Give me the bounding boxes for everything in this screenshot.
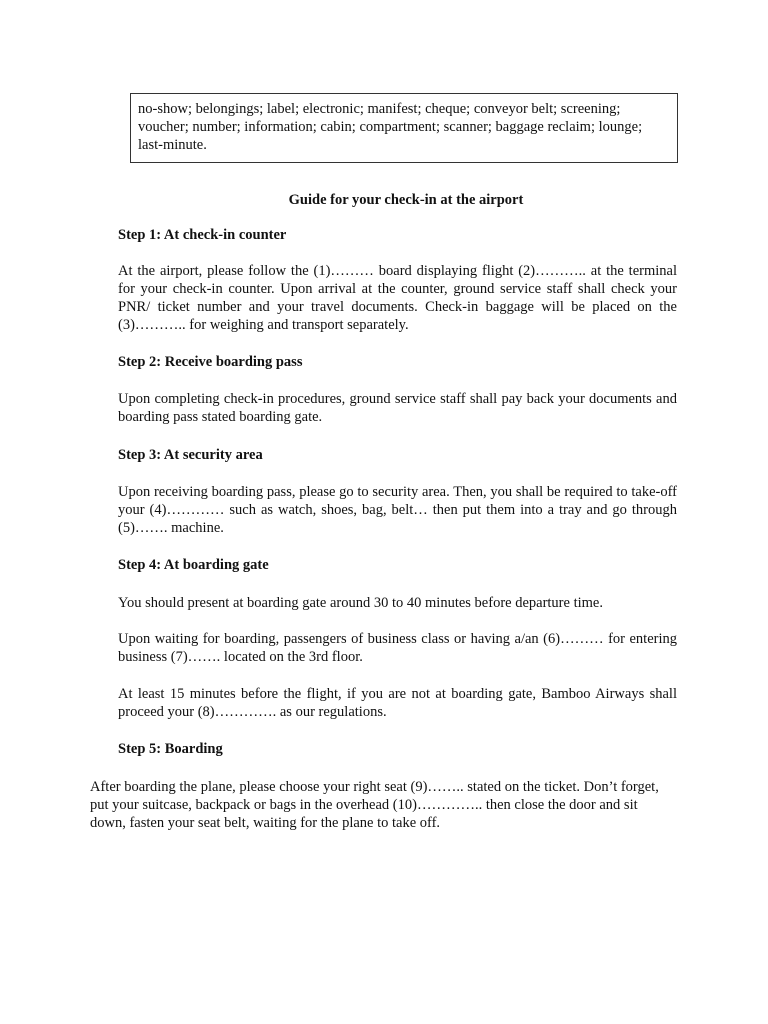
word-bank-box xyxy=(130,93,678,163)
guide-title: Guide for your check-in at the airport xyxy=(288,192,524,208)
step-4-paragraph-2: Upon waiting for boarding, passengers of business class or having a/an (6)……… for entering business (7)……. located on the 3rd floor. xyxy=(118,631,677,665)
step-5-heading: Step 5: Boarding xyxy=(118,741,223,757)
step-3-heading: Step 3: At security area xyxy=(118,447,263,463)
step-3-paragraph: Upon receiving boarding pass, please go to security area. Then, you shall be required to take-off your (4)………… such as watch, shoes, bag, belt… then put them into a tray and go through (5)……. machine. xyxy=(118,484,677,536)
step-4-heading: Step 4: At boarding gate xyxy=(118,557,269,573)
step-1-paragraph: At the airport, please follow the (1)……… board displaying flight (2)……….. at the terminal for your check-in counter. Upon arrival at the counter, ground service staff shall check your PNR/ ticket number and your travel documents. Check-in baggage will be placed on the (3)……….. for weighing and transport separately. xyxy=(118,263,677,333)
step-2-heading: Step 2: Receive boarding pass xyxy=(118,354,303,370)
step-4-paragraph-3: At least 15 minutes before the flight, if you are not at boarding gate, Bamboo Airways shall proceed your (8)…………. as our regulations. xyxy=(118,686,677,720)
step-4-paragraph-1: You should present at boarding gate around 30 to 40 minutes before departure time. xyxy=(118,595,603,611)
step-5-paragraph: After boarding the plane, please choose your right seat (9)…….. stated on the ticket. Don’t forget, put your suitcase, backpack or bags in the overhead (10)………….. then close the door and sit down, fasten your seat belt, waiting for the plane to take off. xyxy=(90,779,659,831)
step-2-paragraph: Upon completing check-in procedures, ground service staff shall pay back your documents and boarding pass stated boarding gate. xyxy=(118,391,677,425)
word-bank-text: no-show; belongings; label; electronic; manifest; cheque; conveyor belt; screening; voucher; number; information; cabin; compartment; scanner; baggage reclaim; lounge; last-minute. xyxy=(138,101,643,153)
step-1-heading: Step 1: At check-in counter xyxy=(118,227,287,243)
